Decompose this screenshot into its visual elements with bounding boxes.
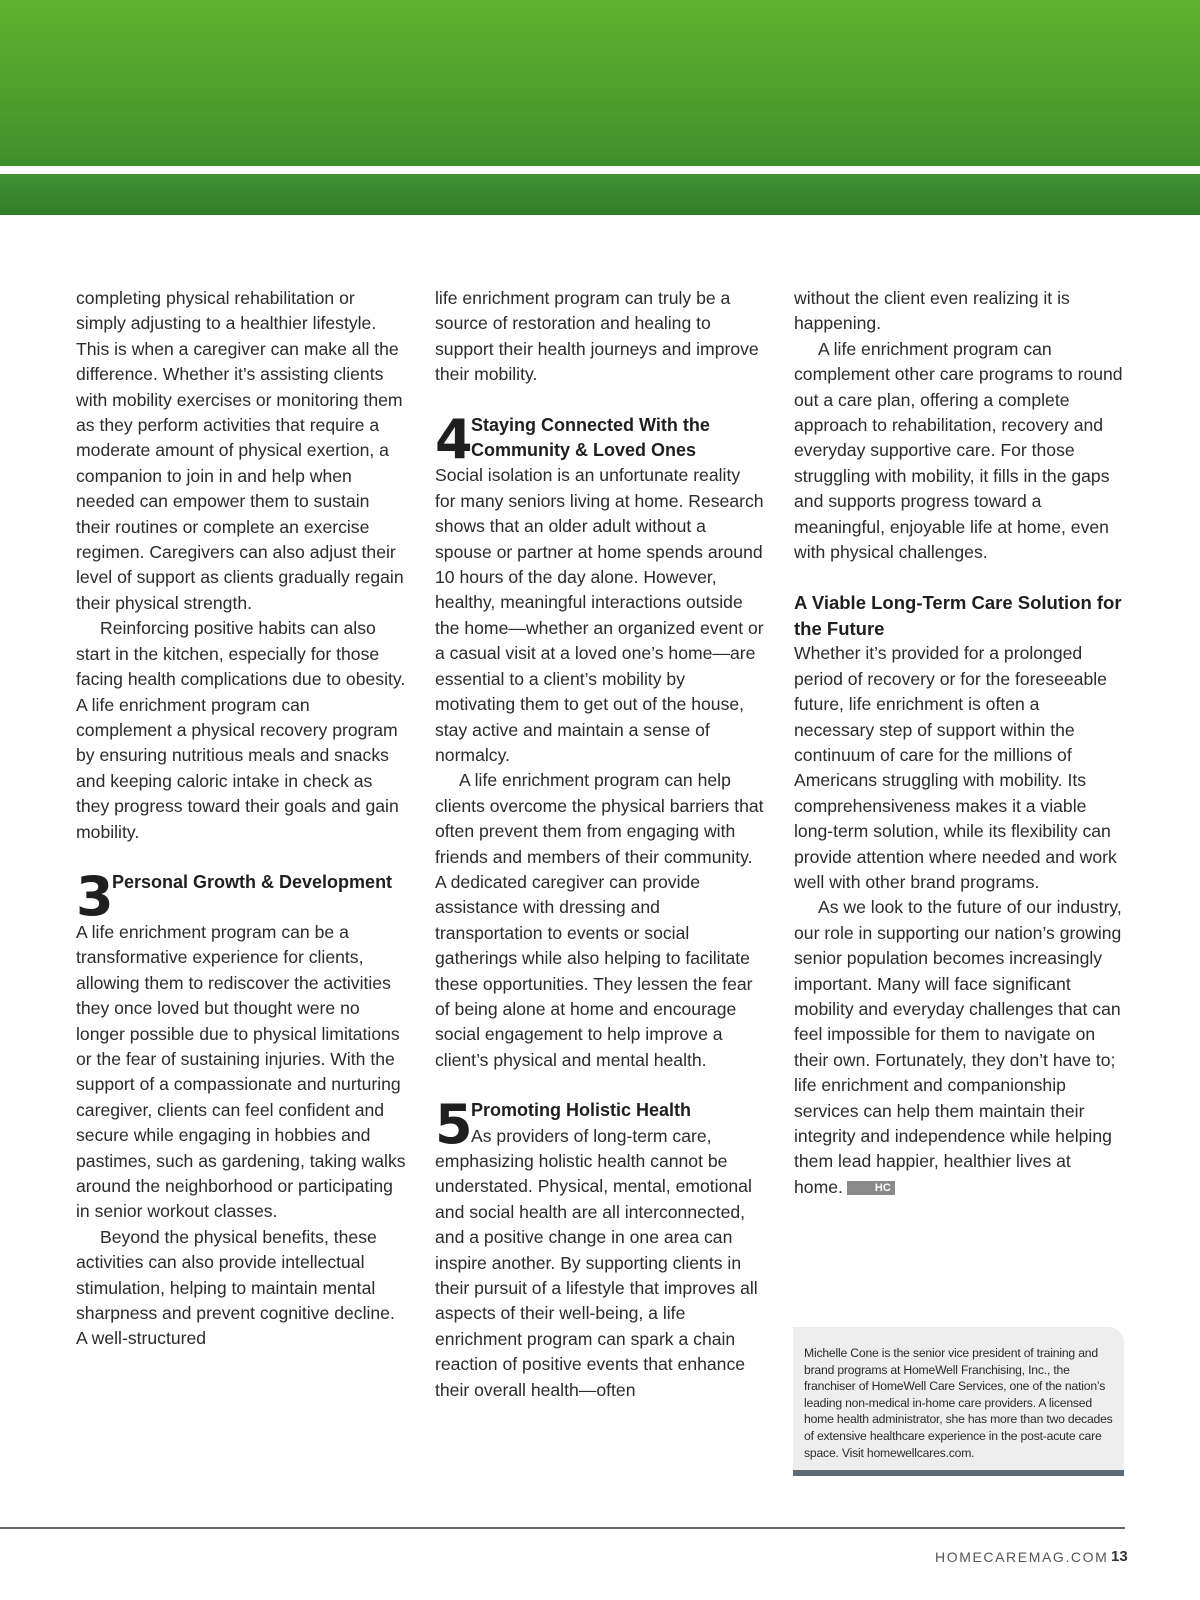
end-mark-badge: HC	[847, 1181, 895, 1195]
section-number: 4	[435, 407, 471, 471]
section-5-heading	[435, 1093, 765, 1157]
section-4-heading	[435, 407, 765, 471]
section-title: Staying Connected With the Community & Loved Ones	[471, 414, 710, 461]
section-title: Promoting Holistic Health	[471, 1100, 692, 1121]
paragraph: life enrichment program can truly be a source of restoration and healing to support their health journeys and improve their mobility.	[435, 288, 759, 385]
paragraph-text: As we look to the future of our industry, our role in supporting our nation’s growing senior population becomes increasingly important. Many will face significant mobility and everyday challenges that can feel impossible for them to navigate on their own. Fortunately, they don’t have to; life enrichment and companionship services can help them maintain their integrity and independence while helping them lead happier, healthier lives at home.	[794, 897, 1122, 1197]
paragraph: Whether it’s provided for a prolonged period of recovery or for the foreseeable future, life enrichment is often a necessary step of support within the continuum of care for the millions of Americans struggling with mobility. Its comprehensiveness makes it a viable long-term solution, while its flexibility can provide attention where needed and work well with other brand programs.	[794, 643, 1117, 892]
section-3-heading	[76, 864, 406, 928]
author-bio-text: Michelle Cone is the senior vice president of training and brand programs at HomeWell Franchising, Inc., the franchiser of HomeWell Care Services, one of the nation’s leading non-medical in-home care providers. A licensed home health administrator, she has more than two decades of extensive healthcare experience in the post-acute care space. Visit homewellcares.com.	[804, 1346, 1113, 1460]
section-number: 5	[435, 1093, 471, 1157]
paragraph: A life enrichment program can be a transformative experience for clients, allowing them to rediscover the activities they once loved but thought were no longer possible due to physical limitations or the fear of sustaining injuries. With the support of a compassionate and nurturing caregiver, clients can feel confident and secure while engaging in hobbies and pastimes, such as gardening, taking walks around the neighborhood or participating in senior workout classes.	[76, 921, 406, 1222]
paragraph: Social isolation is an unfortunate reality for many seniors living at home. Research shows that an older adult without a spouse or partner at home spends around 10 hours of the day alone. However, healthy, meaningful interactions outside the home—whether an organized event or a casual visit at a loved one’s home—are essential to a client’s mobility by motivating them to get out of the house, stay active and maintain a sense of normalcy.	[435, 465, 764, 765]
section-title: Personal Growth & Development	[112, 871, 393, 892]
page-number: 13	[1111, 1548, 1128, 1565]
paragraph: Beyond the physical benefits, these activities can also provide intellectual stimulation, helping to maintain mental sharpness and prevent cognitive decline. A well-structured	[76, 1226, 395, 1349]
paragraph: A life enrichment program can help clients overcome the physical barriers that often prevent them from engaging with friends and members of their community. A dedicated caregiver can provide assistance with dressing and transportation to events or social gatherings while also helping to facilitate these opportunities. They lessen the fear of being alone at home and encourage social engagement to help improve a client’s physical and mental health.	[435, 770, 764, 1070]
header-band	[0, 174, 1200, 215]
author-bio-box	[793, 1327, 1124, 1476]
column-1	[76, 286, 406, 1352]
paragraph: Reinforcing positive habits can also start in the kitchen, especially for those facing health complications due to obesity. A life enrichment program can complement a physical recovery program by ensuring nutritious meals and snacks and keeping caloric intake in check as they progress toward their goals and gain mobility.	[76, 618, 406, 842]
header-divider	[0, 166, 1200, 174]
header-banner	[0, 0, 1200, 166]
paragraph: A life enrichment program can complement other care programs to round out a care plan, offering a complete approach to rehabilitation, recovery and everyday supportive care. For those struggling with mobility, it fills in the gaps and supports progress toward a meaningful, enjoyable life at home, even with physical challenges.	[794, 338, 1123, 563]
subheading: A Viable Long-Term Care Solution for the Future	[794, 592, 1122, 639]
footer-website: HOMECAREMAG.COM	[935, 1549, 1109, 1565]
paragraph: without the client even realizing it is happening.	[794, 288, 1070, 334]
paragraph-lead: As providers of long-term care,	[471, 1125, 712, 1146]
column-2	[435, 286, 765, 1403]
column-3	[794, 286, 1124, 1200]
paragraph: emphasizing holistic health cannot be understated. Physical, mental, emotional and social health are all interconnected, and a positive change in one area can inspire another. By supporting clients in their pursuit of a lifestyle that improves all aspects of their well-being, a life enrichment program can spark a chain reaction of positive events that enhance their overall health—often	[435, 1151, 758, 1400]
footer-divider	[0, 1527, 1125, 1529]
section-number: 3	[76, 864, 112, 928]
paragraph: completing physical rehabilitation or simply adjusting to a healthier lifestyle. This is when a caregiver can make all the difference. Whether it’s assisting clients with mobility exercises or monitoring them as they perform activities that require a moderate amount of physical exertion, a companion to join in and help when needed can empower them to sustain their routines or complete an exercise regimen. Caregivers can also adjust their level of support as clients gradually regain their physical strength.	[76, 288, 404, 613]
paragraph-final	[794, 895, 1124, 1200]
